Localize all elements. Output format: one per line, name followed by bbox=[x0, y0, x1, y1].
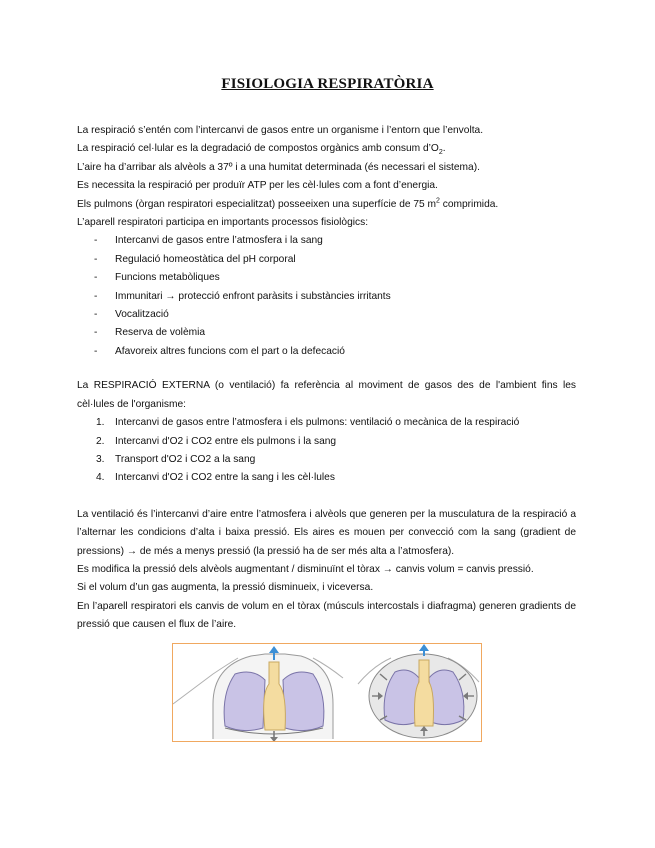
intro-line: Els pulmons (òrgan respiratori especialitzat) posseeixen una superfície de 75 $m^2$ comprimida. bbox=[77, 197, 499, 210]
intro-line: Es necessita la respiració per produïr ATP per les cèl·lules com a font d’energia. bbox=[77, 180, 438, 192]
list-item: - Reserva de volèmia bbox=[77, 324, 576, 342]
intro-line: La respiració s’entén com l’intercanvi de gasos entre un organisme i l’entorn que l’envolta. bbox=[77, 125, 484, 136]
list-item: 2. Intercanvi d'O2 i CO2 entre els pulmons i la sang bbox=[96, 435, 337, 447]
external-respiration-paragraph: La RESPIRACIÓ EXTERNA (o ventilació) fa referència al moviment de gasos des de l'ambient fins les cèl·lules de l'organisme: bbox=[77, 380, 576, 410]
ventilation-paragraph: En l’aparell respiratori els canvis de volum en el tòrax (músculs intercostals i diafragma) generen gradients de pressió que causen el flux de l’aire. bbox=[77, 600, 576, 631]
ventilation-paragraph: La ventilació és l’intercanvi d’aire entre l’atmosfera i alvèols que generen per la musculatura de la respiració a l’alternar les condicions d’alta i baixa pressió. Els aires es mouen per convecció com la sang (gradient de pressions) → de més a menys pressió (la pressió ha de ser més alta a l’atmosfera). bbox=[77, 508, 576, 557]
inhalation-figure bbox=[173, 646, 343, 742]
ventilation-line: Si el volum d’un gas augmenta, la pressió disminueix, i viceversa. bbox=[77, 582, 374, 594]
list-item: - Immunitari → protecció enfront paràsits i substàncies irritants bbox=[77, 288, 576, 306]
list-item: - Regulació homeostàtica del pH corporal bbox=[77, 251, 576, 269]
page-title: FISIOLOGIA RESPIRATÒRIA bbox=[221, 76, 434, 92]
external-steps-list bbox=[77, 414, 576, 488]
intro-line: La respiració cel·lular es la degradació de compostos orgànics amb consum $d’O_2$. bbox=[77, 143, 446, 157]
list-item: 3. Transport d'O2 i CO2 a la sang bbox=[96, 453, 256, 465]
exhalation-figure bbox=[358, 644, 479, 738]
intro-line: L’aparell respiratori participa en importants processos fisiològics: bbox=[77, 217, 369, 229]
list-item: 4. Intercanvi d'O2 i CO2 entre la sang i les cèl·lules bbox=[96, 472, 335, 484]
document-body bbox=[77, 122, 576, 635]
ventilation-line: Es modifica la pressió dels alvèols augmentant / disminuïnt el tòrax → canvis volum = canvis pressió. bbox=[77, 563, 534, 575]
lungs-illustration bbox=[172, 643, 482, 742]
breathing-diagram bbox=[173, 644, 482, 742]
list-item: 1. Intercanvi de gasos entre l’atmosfera i els pulmons: ventilació o mecànica de la respiració bbox=[96, 417, 520, 429]
list-item: - Intercanvi de gasos entre l’atmosfera i la sang bbox=[77, 232, 576, 250]
processes-list bbox=[77, 232, 576, 361]
list-item: - Funcions metabòliques bbox=[77, 269, 576, 287]
list-item: - Afavoreix altres funcions com el part o la defecació bbox=[77, 343, 576, 361]
intro-line: L’aire ha d’arribar als alvèols a 37º i a una humitat determinada (és necessari el sistema). bbox=[77, 161, 480, 173]
list-item: - Vocalització bbox=[77, 306, 576, 324]
